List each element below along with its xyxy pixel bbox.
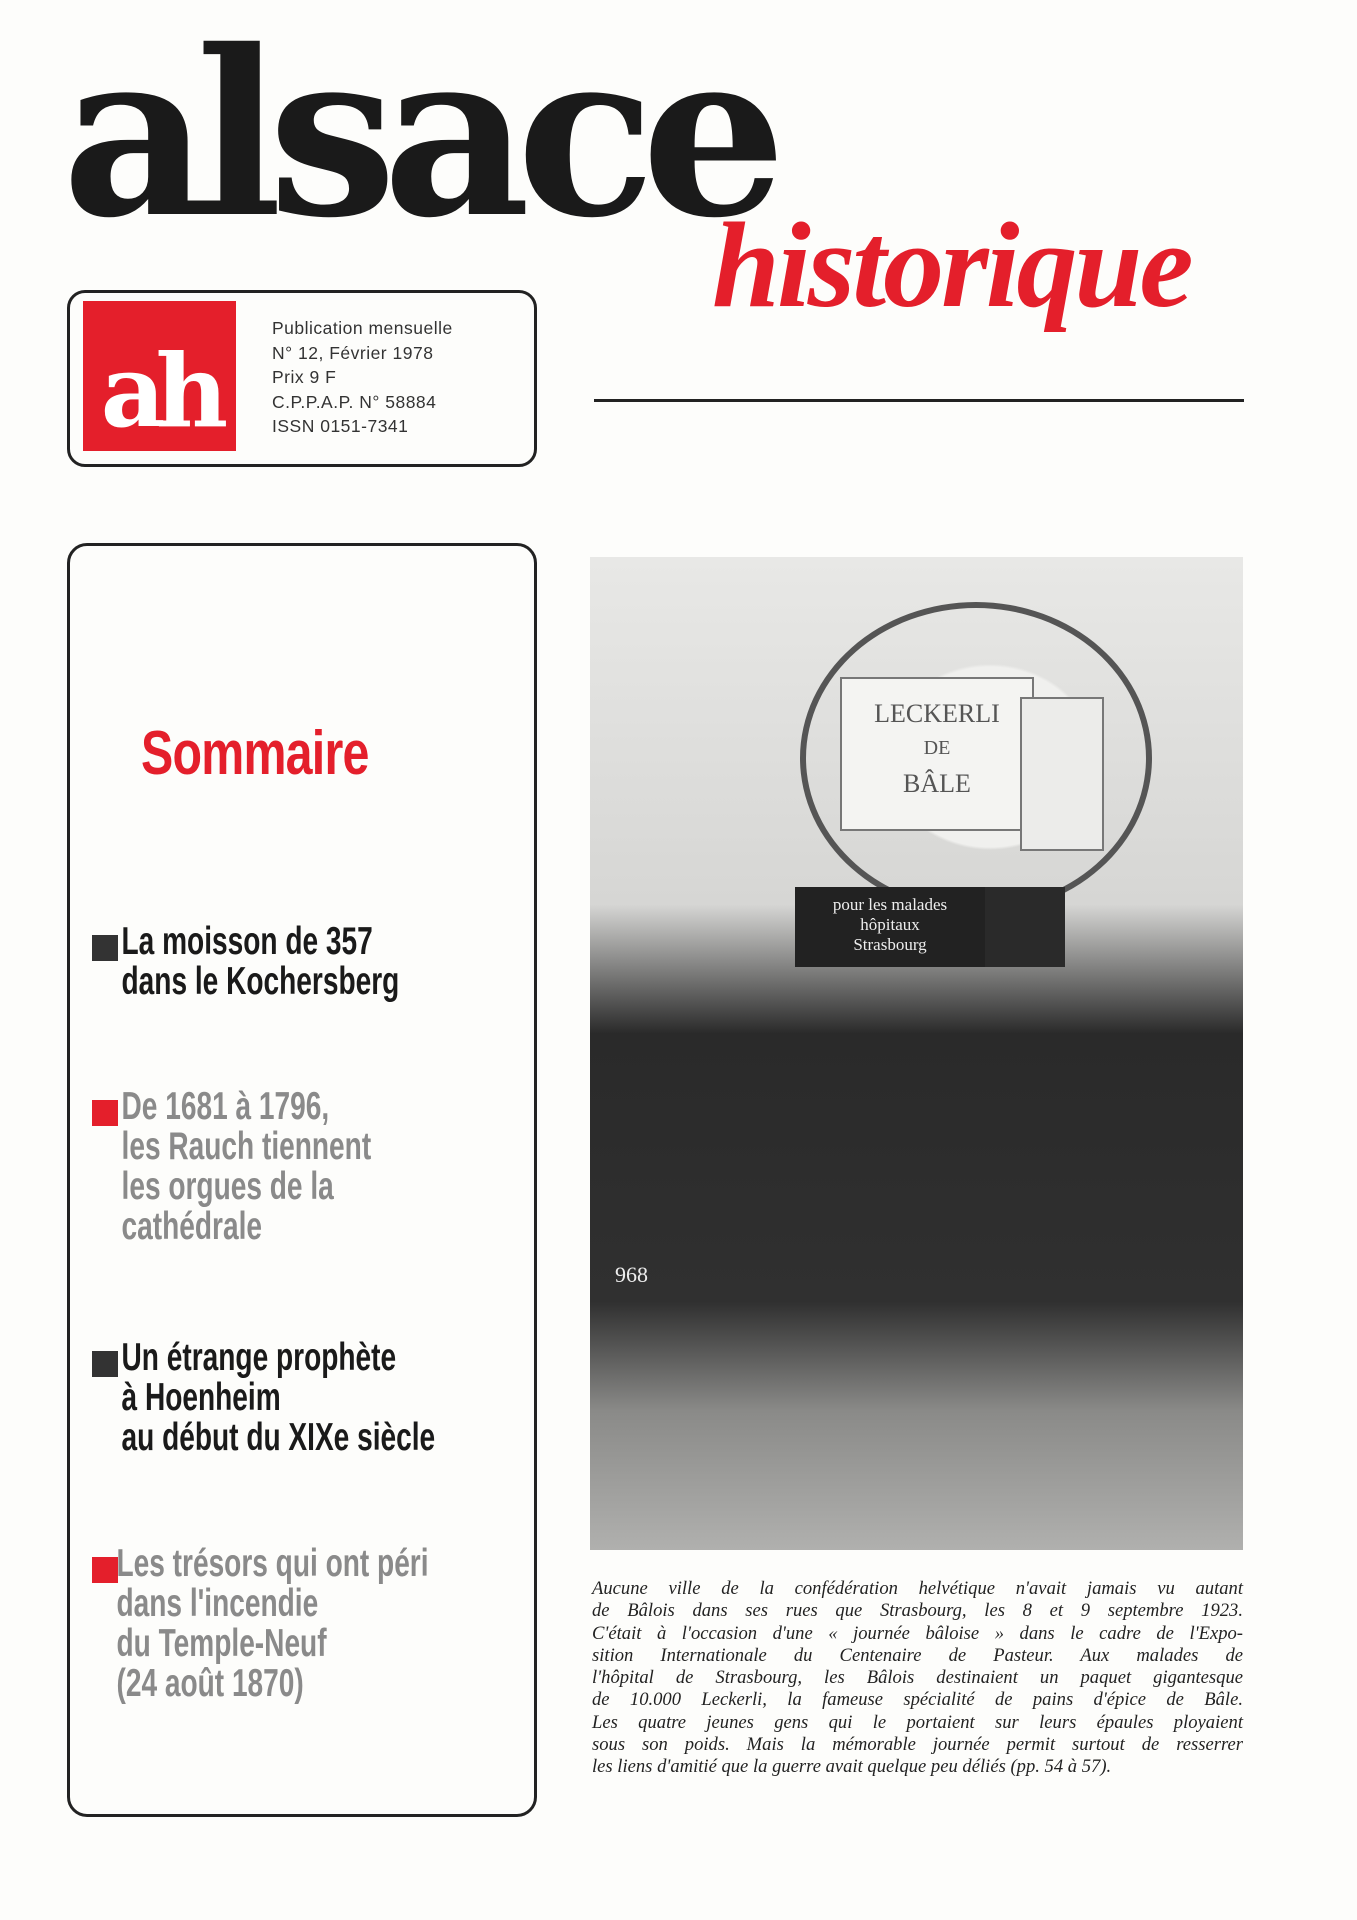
toc-item[interactable] xyxy=(92,1544,495,1704)
info-line: Publication mensuelle xyxy=(272,318,453,338)
leckerli-package xyxy=(840,677,1034,831)
sign-side xyxy=(985,887,1065,967)
toc-line: Les trésors qui ont péri xyxy=(116,1542,429,1585)
toc-line: (24 août 1870) xyxy=(116,1662,304,1705)
caption-line: Aucune ville de la confédération helvétique n'avait jamais vu autant xyxy=(592,1578,1243,1599)
caption-line: de Bâlois dans ses rues que Strasbourg, les 8 et 9 septembre 1923. xyxy=(592,1600,1243,1622)
caption-line: l'hôpital de Strasbourg, les Bâlois destinaient un paquet gigantesque xyxy=(592,1667,1243,1689)
sign-text: pour les malades xyxy=(832,895,948,914)
toc-line: au début du XIXe siècle xyxy=(121,1416,436,1459)
caption-line: les liens d'amitié que la guerre avait quelque peu déliés (pp. 54 à 57). xyxy=(592,1756,1112,1778)
masthead-subtitle: historique xyxy=(712,198,1191,333)
info-line: N° 12, Février 1978 xyxy=(272,342,434,363)
toc-item[interactable] xyxy=(92,1087,495,1247)
toc-line: dans l'incendie xyxy=(116,1582,319,1625)
toc-line: Un étrange prophète xyxy=(121,1336,397,1379)
sign-text: hôpitaux xyxy=(860,915,920,934)
info-line: C.P.P.A.P. N° 58884 xyxy=(272,391,437,412)
hospital-sign xyxy=(795,887,985,967)
caption-line: de 10.000 Leckerli, la fameuse spécialité de pains d'épice de Bâle. xyxy=(592,1689,1243,1711)
caption-line: sous son poids. Mais la mémorable journée permit surtout de resserrer xyxy=(592,1734,1243,1756)
caption-line: C'était à l'occasion d'une « journée bâloise » dans le cadre de l'Expo- xyxy=(592,1622,1243,1644)
logo-text: ah xyxy=(100,332,219,450)
toc-line: La moisson de 357 xyxy=(121,920,373,963)
toc-line: du Temple-Neuf xyxy=(116,1622,327,1665)
toc-line: cathédrale xyxy=(121,1205,262,1248)
toc-line: à Hoenheim xyxy=(121,1376,281,1419)
sommaire-title: Sommaire xyxy=(141,719,369,788)
ah-logo xyxy=(83,301,236,451)
toc-line: dans le Kochersberg xyxy=(121,960,400,1003)
cover-photo xyxy=(590,557,1243,1550)
package-text: DE xyxy=(923,737,951,759)
photo-caption xyxy=(592,1578,1243,1779)
toc-item[interactable] xyxy=(92,1338,495,1458)
package-text: LECKERLI xyxy=(874,699,1000,728)
publication-info xyxy=(272,316,453,439)
caption-line: sition Internationale du Centenaire de Pasteur. Aux malades de xyxy=(592,1644,1243,1666)
caption-line: Les quatre jeunes gens qui le portaient sur leurs épaules ployaient xyxy=(592,1711,1243,1733)
toc-item[interactable] xyxy=(92,922,495,1002)
package-side xyxy=(1020,697,1104,851)
masthead-title: alsace xyxy=(62,0,773,268)
toc-line: les Rauch tiennent xyxy=(121,1125,372,1168)
toc-line: De 1681 à 1796, xyxy=(121,1085,330,1128)
photo-number: 968 xyxy=(615,1262,648,1287)
package-text: BÂLE xyxy=(903,769,971,798)
info-line: Prix 9 F xyxy=(272,367,337,387)
info-line: ISSN 0151-7341 xyxy=(272,416,409,436)
toc-line: les orgues de la xyxy=(121,1165,334,1208)
header-rule xyxy=(594,399,1244,402)
sign-text: Strasbourg xyxy=(853,935,927,954)
